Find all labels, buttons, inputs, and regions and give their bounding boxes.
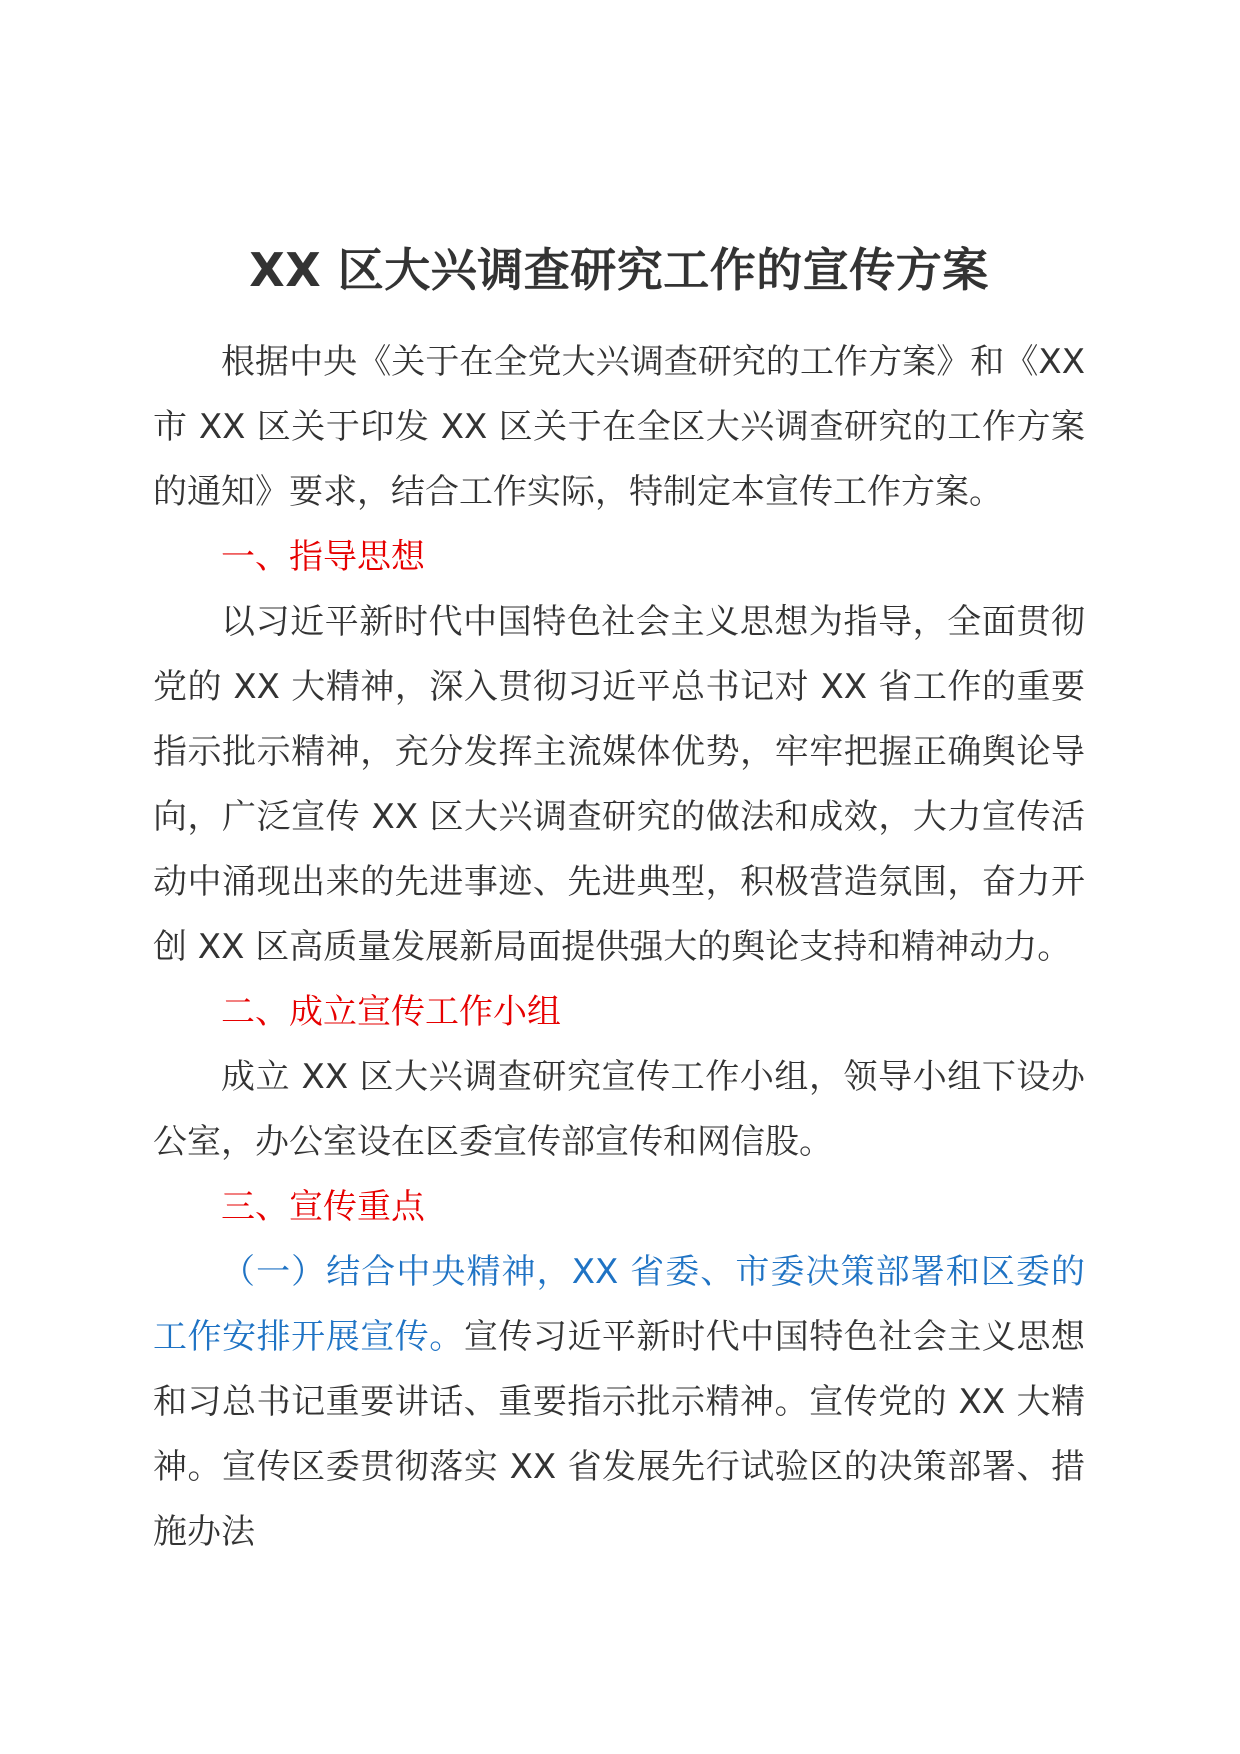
document-page bbox=[153, 240, 1085, 1565]
section-body-guiding-ideology: 以习近平新时代中国特色社会主义思想为指导，全面贯彻党的 XX 大精神，深入贯彻习近平总书记对 XX 省工作的重要指示批示精神，充分发挥主流媒体优势，牢牢把握正确舆论导向，广泛宣传 XX 区大兴调查研究的做法和成效，大力宣传活动中涌现出来的先进事迹、先进典型，积极营造氛围，奋力开创 XX 区高质量发展新局面提供强大的舆论支持和精神动力。 bbox=[153, 602, 1085, 967]
intro-paragraph: 根据中央《关于在全党大兴调查研究的工作方案》和《XX 市 XX 区关于印发 XX 区关于在全区大兴调查研究的工作方案的通知》要求，结合工作实际，特制定本宣传工作方案。 bbox=[153, 342, 1085, 512]
section-heading-guiding-ideology: 一、指导思想 bbox=[221, 537, 425, 577]
section-heading-publicity-focus: 三、宣传重点 bbox=[221, 1187, 425, 1227]
document-title: XX 区大兴调查研究工作的宣传方案 bbox=[249, 243, 989, 297]
subsection-body: 宣传习近平新时代中国特色社会主义思想和习总书记重要讲话、重要指示批示精神。宣传党的 XX 大精神。宣传区委贯彻落实 XX 省发展先行试验区的决策部署、措施办法 bbox=[153, 1317, 1086, 1552]
subsection-paragraph bbox=[153, 1240, 1085, 1565]
subsection-title: （一）结合中央精神，XX 省委、市委决策部署和区委的工作安排开展宣传。 bbox=[153, 1252, 1085, 1357]
section-body-working-group: 成立 XX 区大兴调查研究宣传工作小组，领导小组下设办公室，办公室设在区委宣传部宣传和网信股。 bbox=[153, 1057, 1085, 1162]
section-heading-working-group: 二、成立宣传工作小组 bbox=[221, 992, 561, 1032]
